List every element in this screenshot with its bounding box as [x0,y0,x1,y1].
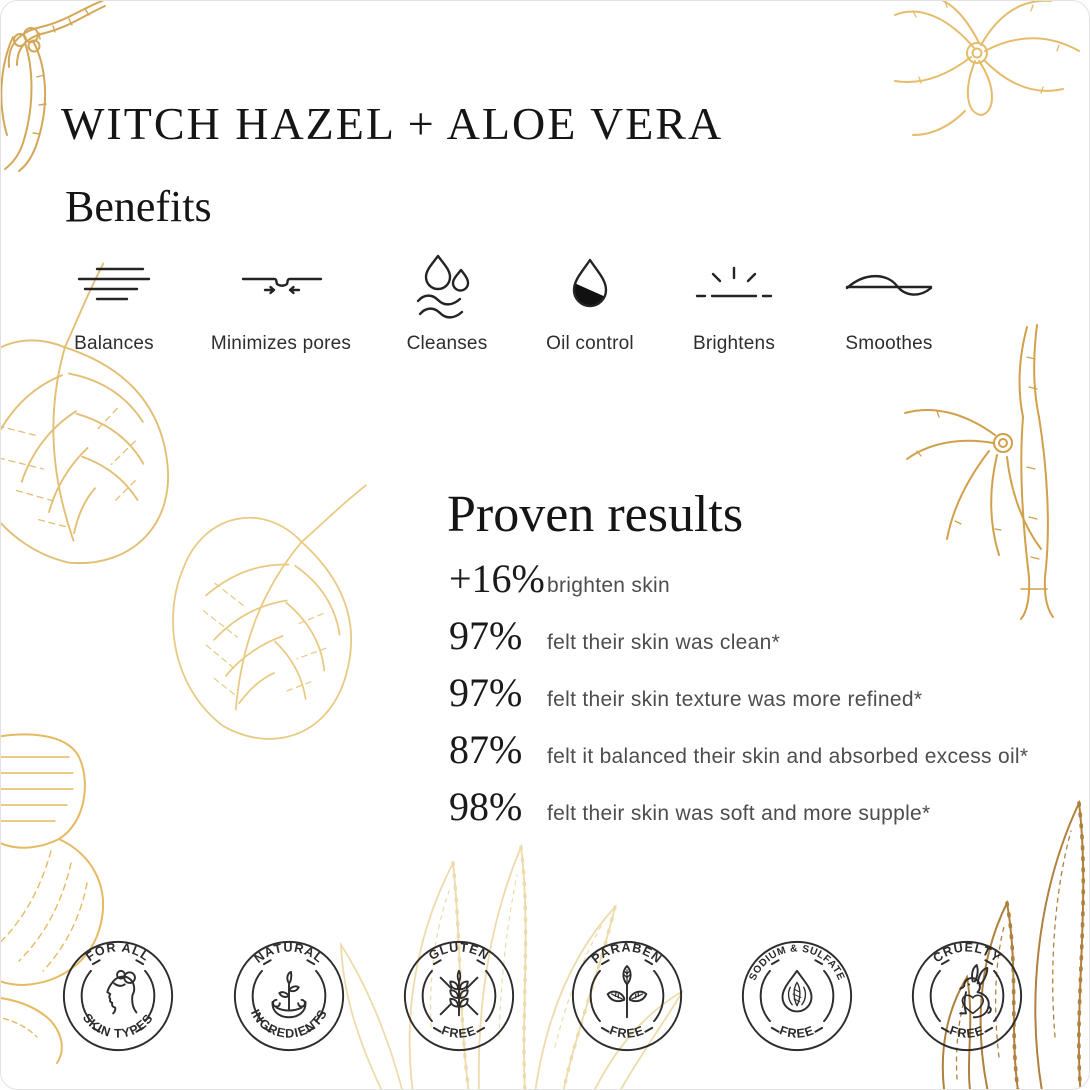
badge-bottom-text: SKIN TYPES [79,1010,157,1041]
badge-top-text: CRUELTY [930,940,1004,966]
svg-text:FOR ALL [83,940,152,964]
benefit-smoothes [807,247,971,355]
page-title: WITCH HAZEL + ALOE VERA [61,98,724,149]
svg-text:SODIUM & SULFATE [748,943,847,982]
badge-sodium-sulfate-free [739,938,855,1054]
stat-value: 98% [449,784,523,829]
drops-waves-icon [365,247,529,327]
sunrise-rays-icon [652,247,816,327]
stat-value: 97% [449,670,523,715]
svg-text:FREE [440,1023,479,1041]
badge-natural-ingredients [231,938,347,1054]
svg-text:FREE [778,1023,817,1041]
witch-hazel-flower-top-right-sketch [853,0,1088,146]
hands-plant-icon [272,972,305,1017]
benefit-balances [32,247,196,355]
droplet-leaf-icon [783,971,812,1012]
badge-cruelty-free [909,938,1025,1054]
leaf-sprig-icon [608,966,647,1017]
badge-top-text: GLUTEN [426,940,492,964]
svg-text:SKIN TYPES [80,1011,156,1041]
rabbit-heart-icon [960,965,991,1017]
leaf-center-left-sketch [130,441,407,767]
svg-text:FREE [948,1023,987,1041]
smooth-wave-icon [807,247,971,327]
proven-results-heading: Proven results [447,486,744,543]
wheat-crossed-icon [441,971,478,1015]
badge-bottom-text: FREE [777,1023,817,1041]
stat-value: +16% [449,556,545,601]
benefit-label: Brightens [692,333,776,354]
balance-lines-icon [32,247,196,327]
badge-gluten-free [401,938,517,1054]
svg-text:INGREDIENTS [248,1007,330,1041]
benefit-label: Balances [74,333,154,354]
benefit-oil-control [508,247,672,355]
stat-row [449,728,1049,772]
benefit-label: Smoothes [845,333,933,354]
benefit-cleanses [365,247,529,355]
badge-bottom-text: FREE [607,1023,647,1041]
stat-description: felt it balanced their skin and absorbed excess oil* [547,745,1029,768]
stat-value: 87% [449,727,523,772]
stat-value: 97% [449,613,523,658]
witch-hazel-branch-sketch [0,0,139,183]
badge-bottom-text: INGREDIENTS [247,1006,331,1041]
woman-face-icon [107,971,136,1014]
badge-top-text: FOR ALL [83,940,153,965]
stat-description: felt their skin was clean* [547,631,781,654]
stat-row [449,785,1049,829]
badge-top-text: PARABEN [588,940,665,967]
benefit-label: Cleanses [406,333,488,354]
pore-minimize-icon [199,247,363,327]
badge-bottom-text: FREE [439,1023,479,1041]
stat-row [449,557,1049,601]
benefit-label: Minimizes pores [210,333,352,354]
svg-text:CRUELTY [930,940,1003,965]
svg-text:GLUTEN [426,940,492,963]
badge-paraben-free [569,938,685,1054]
svg-text:PARABEN [589,940,665,966]
stat-row [449,671,1049,715]
oil-droplet-icon [508,247,672,327]
stat-description: felt their skin texture was more refined* [547,688,923,711]
svg-text:NATURAL [252,941,327,966]
benefits-heading: Benefits [65,182,212,231]
benefit-label: Oil control [546,333,634,354]
badge-bottom-text: FREE [947,1023,987,1041]
badge-top-text: SODIUM & SULFATE [747,943,847,983]
badge-top-text: NATURAL [251,940,327,966]
benefit-minimizes-pores [199,247,363,355]
svg-text:FREE [608,1023,647,1041]
stat-description: brighten skin [547,574,670,597]
proven-results-list [449,557,1049,842]
stat-row [449,614,1049,658]
stat-description: felt their skin was soft and more supple* [547,802,931,825]
benefit-brightens [652,247,816,355]
badge-for-all-skin-types [60,938,176,1054]
